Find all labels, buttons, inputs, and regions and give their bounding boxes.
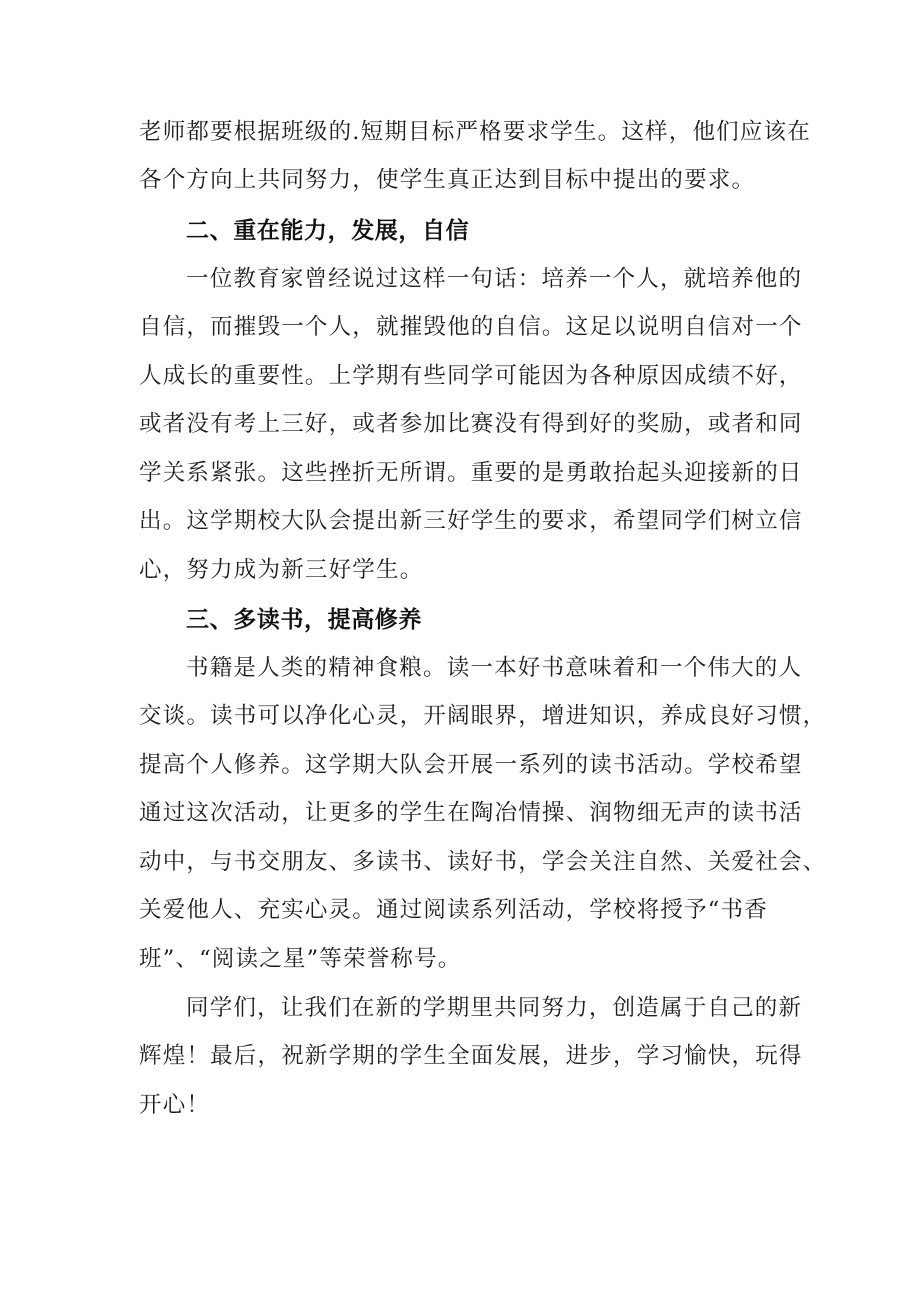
paragraph-line: 出。这学期校大队会提出新三好学生的要求，希望同学们树立信 — [139, 508, 803, 534]
section-heading: 三、多读书，提高修养 — [186, 607, 422, 633]
paragraph-line: 交谈。读书可以净化心灵，开阔眼界，增进知识，养成良好习惯， — [139, 703, 827, 729]
paragraph-line: 老师都要根据班级的.短期目标严格要求学生。这样，他们应该在 — [139, 119, 811, 145]
paragraph-line: 人成长的重要性。上学期有些同学可能因为各种原因成绩不好， — [139, 363, 803, 389]
paragraph-line: 班”、“阅读之星”等荣誉称号。 — [139, 946, 462, 972]
paragraph-line: 或者没有考上三好，或者参加比赛没有得到好的奖励，或者和同 — [139, 411, 803, 437]
paragraph-line: 书籍是人类的精神食粮。读一本好书意味着和一个伟大的人 — [186, 655, 803, 681]
paragraph-line: 提高个人修养。这学期大队会开展一系列的读书活动。学校希望 — [139, 752, 803, 778]
paragraph-line: 开心！ — [139, 1092, 211, 1118]
paragraph-line: 自信，而摧毁一个人，就摧毁他的自信。这足以说明自信对一个 — [139, 314, 803, 340]
paragraph-line: 学关系紧张。这些挫折无所谓。重要的是勇敢抬起头迎接新的日 — [139, 460, 803, 486]
paragraph-line: 动中，与书交朋友、多读书、读好书，学会关注自然、关爱社会、 — [139, 849, 827, 875]
paragraph-line: 通过这次活动，让更多的学生在陶冶情操、润物细无声的读书活 — [139, 800, 803, 826]
section-heading: 二、重在能力，发展，自信 — [186, 218, 470, 244]
paragraph-line: 同学们，让我们在新的学期里共同努力，创造属于自己的新 — [186, 995, 803, 1021]
paragraph-line: 一位教育家曾经说过这样一句话：培养一个人，就培养他的 — [186, 266, 803, 292]
paragraph-line: 心，努力成为新三好学生。 — [139, 557, 424, 583]
paragraph-line: 关爱他人、充实心灵。通过阅读系列活动，学校将授予“书香 — [139, 897, 768, 923]
paragraph-line: 各个方向上共同努力，使学生真正达到目标中提出的要求。 — [139, 167, 756, 193]
paragraph-line: 辉煌！最后，祝新学期的学生全面发展，进步，学习愉快，玩得 — [139, 1043, 803, 1069]
